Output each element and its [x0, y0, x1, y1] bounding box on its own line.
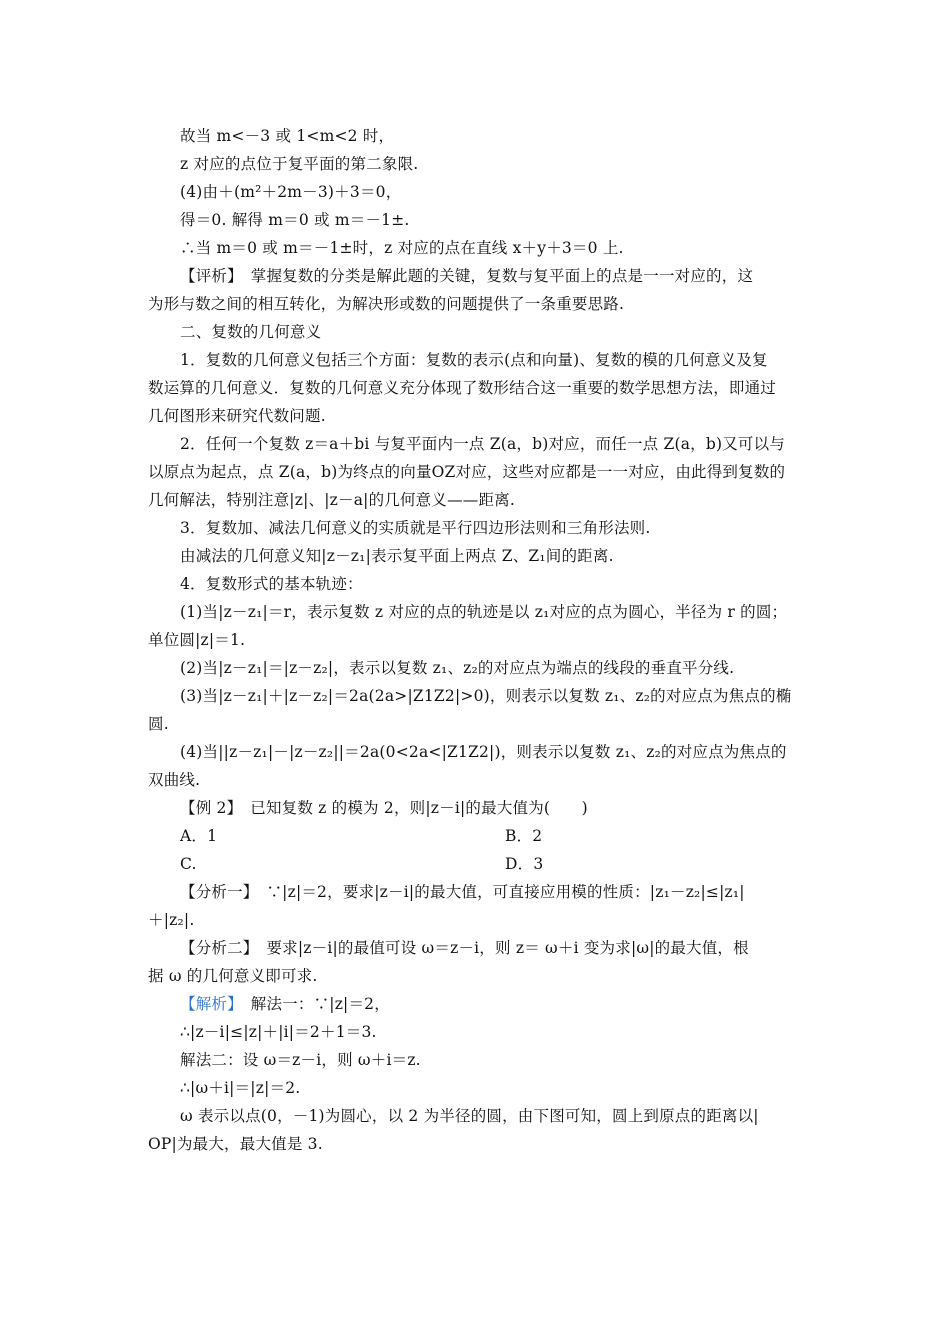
- text-line: ∴|ω＋i|＝|z|＝2.: [180, 1079, 301, 1097]
- text-line: 1．复数的几何意义包括三个方面：复数的表示(点和向量)、复数的模的几何意义及复: [180, 351, 768, 369]
- analysis-two: 【分析二】 要求|z－i|的最值可设 ω＝z－i，则 z＝ ω＋i 变为求|ω|的最大值，根: [180, 939, 749, 957]
- text-line: 几何图形来研究代数问题.: [148, 407, 326, 425]
- option-c: C.: [180, 855, 197, 873]
- text-line: OP|为最大，最大值是 3.: [148, 1135, 323, 1153]
- text-line: ∴当 m＝0 或 m＝－1±时，z 对应的点在直线 x＋y＋3＝0 上.: [180, 239, 624, 257]
- text-line: 解法二：设 ω＝z－i，则 ω＋i＝z.: [180, 1051, 421, 1069]
- text-line: (3)当|z－z₁|＋|z－z₂|＝2a(2a>|Z1Z2|>0)，则表示以复数 z₁、z₂的对应点为焦点的椭: [180, 687, 792, 705]
- analysis-one: 【分析一】 ∵|z|＝2，要求|z－i|的最大值，可直接应用模的性质：|z₁－z₂|≤|z₁|: [180, 883, 745, 901]
- text-line: 数运算的几何意义．复数的几何意义充分体现了数形结合这一重要的数学思想方法，即通过: [148, 379, 777, 397]
- text-line: (2)当|z－z₁|＝|z－z₂|，表示以复数 z₁、z₂的对应点为端点的线段的垂直平分线.: [180, 659, 735, 677]
- option-d: D．3: [505, 855, 544, 873]
- solution-text: 解法一：∵|z|＝2，: [250, 995, 390, 1013]
- text-line: 圆.: [148, 715, 169, 733]
- example-question: 【例 2】 已知复数 z 的模为 2，则|z－i|的最大值为( ): [180, 799, 588, 817]
- option-b: B．2: [505, 827, 543, 845]
- text-line: 为形与数之间的相互转化，为解决形或数的问题提供了一条重要思路.: [148, 295, 625, 313]
- text-line: 双曲线.: [148, 771, 201, 789]
- solution-line: [180, 994, 390, 1014]
- option-a: A．1: [180, 827, 218, 845]
- text-line: 故当 m<－3 或 1<m<2 时，: [180, 127, 395, 145]
- text-line: 得＝0. 解得 m＝0 或 m＝－1±.: [180, 211, 410, 229]
- text-line: 4．复数形式的基本轨迹：: [180, 575, 363, 593]
- text-line: 以原点为起点，点 Z(a，b)为终点的向量OZ对应，这些对应都是一一对应，由此得到复数的: [148, 463, 786, 481]
- text-line: ∴|z－i|≤|z|＋|i|＝2＋1＝3.: [180, 1023, 377, 1041]
- text-line: ＋|z₂|.: [148, 911, 195, 929]
- section-heading: 二、复数的几何意义: [180, 323, 322, 341]
- text-line: (4)当||z－z₁|－|z－z₂||＝2a(0<2a<|Z1Z2|)，则表示以复数 z₁、z₂的对应点为焦点的: [180, 743, 787, 761]
- text-line: 据 ω 的几何意义即可求.: [148, 967, 318, 985]
- comment-line: 【评析】 掌握复数的分类是解此题的关键，复数与复平面上的点是一一对应的，这: [180, 267, 754, 285]
- text-line: 2．任何一个复数 z＝a＋bi 与复平面内一点 Z(a，b)对应，而任一点 Z(a，b)又可以与: [180, 435, 786, 453]
- text-line: ω 表示以点(0，－1)为圆心，以 2 为半径的圆，由下图可知，圆上到原点的距离以|: [180, 1107, 759, 1125]
- jiexi-label: 【解析】: [180, 995, 236, 1013]
- text-line: (4)由＋(m²＋2m－3)＋3＝0，: [180, 183, 402, 201]
- text-line: 几何解法，特别注意|z|、|z－a|的几何意义——距离.: [148, 491, 515, 509]
- text-line: (1)当|z－z₁|＝r，表示复数 z 对应的点的轨迹是以 z₁对应的点为圆心，半径为 r 的圆；: [180, 603, 788, 621]
- text-line: z 对应的点位于复平面的第二象限.: [180, 155, 419, 173]
- text-line: 3．复数加、减法几何意义的实质就是平行四边形法则和三角形法则.: [180, 519, 651, 537]
- text-line: 由减法的几何意义知|z－z₁|表示复平面上两点 Z、Z₁间的距离.: [180, 547, 614, 565]
- text-line: 单位圆|z|＝1.: [148, 631, 246, 649]
